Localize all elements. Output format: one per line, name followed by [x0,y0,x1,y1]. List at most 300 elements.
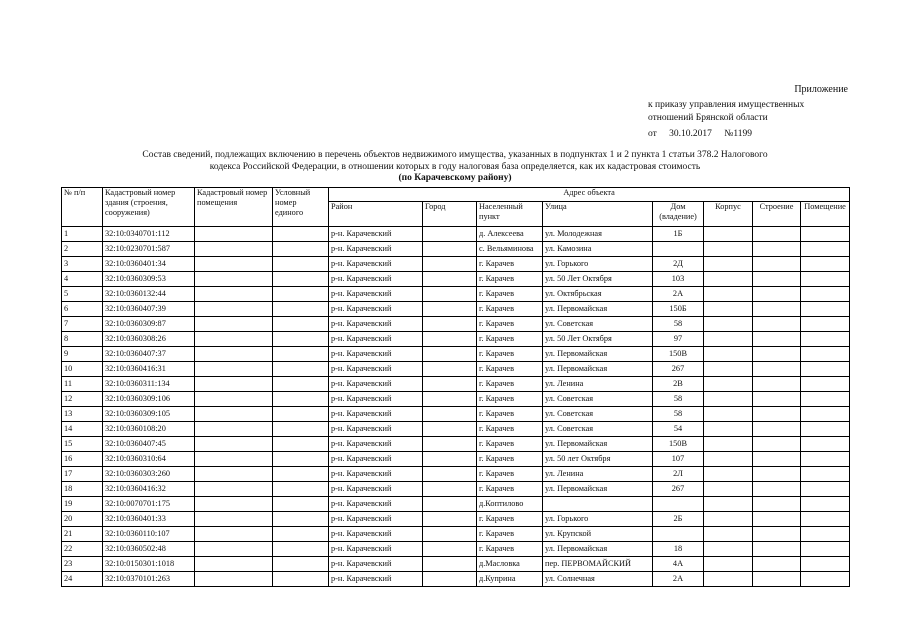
cell-district: р-н. Карачевский [329,272,423,287]
order-date-line [648,128,804,141]
cell-cadastral-number: 32:10:0340701:112 [103,227,195,242]
cell-house [653,242,704,257]
cell-house: 54 [653,422,704,437]
cell-cadastral-number: 32:10:0360308:26 [103,332,195,347]
cell-street: ул. Советская [543,407,653,422]
cell-conditional-number [273,482,329,497]
cell-room [801,437,850,452]
cell-cadastral-room [195,242,273,257]
cell-block [704,362,753,377]
cell-room [801,317,850,332]
cell-locality: г. Карачев [477,512,543,527]
cell-cadastral-number: 32:10:0360310:64 [103,452,195,467]
cell-city [423,467,477,482]
cell-conditional-number [273,572,329,587]
cell-locality: д.Куприна [477,572,543,587]
cell-conditional-number [273,557,329,572]
cell-city [423,227,477,242]
cell-conditional-number [273,452,329,467]
col-header-block: Корпус [704,202,753,227]
cell-cadastral-number: 32:10:0360309:106 [103,392,195,407]
cell-cadastral-number: 32:10:0360407:45 [103,437,195,452]
cell-street: ул. Горького [543,512,653,527]
cell-building [753,257,801,272]
table-row [62,392,850,407]
cell-row-number: 7 [62,317,103,332]
cell-conditional-number [273,497,329,512]
cell-district: р-н. Карачевский [329,302,423,317]
cell-room [801,452,850,467]
cell-house: 18 [653,542,704,557]
cell-room [801,467,850,482]
cell-conditional-number [273,257,329,272]
cell-house: 107 [653,452,704,467]
cell-room [801,572,850,587]
cell-house: 2Б [653,512,704,527]
document-intro [60,150,850,185]
cell-house [653,497,704,512]
cell-district: р-н. Карачевский [329,332,423,347]
cell-cadastral-room [195,332,273,347]
cell-district: р-н. Карачевский [329,362,423,377]
cell-block [704,557,753,572]
cell-building [753,377,801,392]
cell-row-number: 17 [62,467,103,482]
cell-conditional-number [273,377,329,392]
cell-room [801,377,850,392]
cell-cadastral-number: 32:10:0360309:87 [103,317,195,332]
cell-street: ул. Ленина [543,377,653,392]
cell-conditional-number [273,272,329,287]
cell-district: р-н. Карачевский [329,467,423,482]
cell-district: р-н. Карачевский [329,497,423,512]
cell-block [704,302,753,317]
cell-street: ул. Первомайская [543,437,653,452]
cell-locality: г. Карачев [477,467,543,482]
cell-block [704,527,753,542]
col-header-house: Дом (владение) [653,202,704,227]
cell-row-number: 3 [62,257,103,272]
cell-street: ул. Молодежная [543,227,653,242]
cell-row-number: 21 [62,527,103,542]
cell-cadastral-room [195,422,273,437]
cell-room [801,272,850,287]
cell-cadastral-room [195,257,273,272]
cell-conditional-number [273,392,329,407]
cell-street: ул. Советская [543,317,653,332]
cell-house: 103 [653,272,704,287]
col-header-conditional: Условный номер единого [273,188,329,227]
cell-cadastral-room [195,497,273,512]
cell-cadastral-number: 32:10:0360311:134 [103,377,195,392]
intro-line-1: Состав сведений, подлежащих включению в перечень объектов недвижимого имущества, указанных в подпунктах 1 и 2 пункта 1 статьи 378.2 Налогового [142,150,768,160]
cell-house: 267 [653,362,704,377]
cell-cadastral-room [195,512,273,527]
cell-row-number: 10 [62,362,103,377]
cell-room [801,362,850,377]
cell-city [423,512,477,527]
cell-city [423,257,477,272]
cell-district: р-н. Карачевский [329,557,423,572]
cell-conditional-number [273,542,329,557]
cell-conditional-number [273,302,329,317]
cell-building [753,392,801,407]
col-header-city: Город [423,202,477,227]
cell-city [423,542,477,557]
cell-locality: г. Карачев [477,272,543,287]
table-row [62,512,850,527]
cell-row-number: 5 [62,287,103,302]
cell-district: р-н. Карачевский [329,377,423,392]
cell-room [801,527,850,542]
order-line-1: к приказу управления имущественных [648,100,805,110]
cell-cadastral-number: 32:10:0360309:53 [103,272,195,287]
order-date: 30.10.2017 [669,129,712,139]
cell-street: ул. Первомайская [543,347,653,362]
table-row [62,377,850,392]
cell-conditional-number [273,512,329,527]
cell-building [753,332,801,347]
cell-locality: с. Вельяминова [477,242,543,257]
col-header-locality: Населенный пункт [477,202,543,227]
table-row [62,572,850,587]
cell-building [753,272,801,287]
cell-locality: д.Коптилово [477,497,543,512]
cell-city [423,287,477,302]
cell-city [423,557,477,572]
cell-cadastral-room [195,407,273,422]
cell-house: 58 [653,407,704,422]
cell-house: 150В [653,347,704,362]
cell-district: р-н. Карачевский [329,482,423,497]
cell-house: 2А [653,287,704,302]
cell-conditional-number [273,527,329,542]
cell-city [423,437,477,452]
cell-conditional-number [273,362,329,377]
cell-row-number: 20 [62,512,103,527]
cell-locality: г. Карачев [477,392,543,407]
cell-room [801,302,850,317]
table-row [62,422,850,437]
cell-locality: г. Карачев [477,542,543,557]
col-header-district: Район [329,202,423,227]
cell-district: р-н. Карачевский [329,287,423,302]
date-prefix: от [648,129,657,139]
cell-cadastral-room [195,347,273,362]
cell-row-number: 9 [62,347,103,362]
cell-block [704,317,753,332]
cell-conditional-number [273,347,329,362]
table-row [62,272,850,287]
cell-district: р-н. Карачевский [329,527,423,542]
cell-city [423,302,477,317]
cell-room [801,227,850,242]
cell-city [423,482,477,497]
cell-row-number: 4 [62,272,103,287]
cell-conditional-number [273,467,329,482]
cell-cadastral-room [195,527,273,542]
cell-street: ул. Первомайская [543,542,653,557]
cell-house: 267 [653,482,704,497]
cell-cadastral-room [195,227,273,242]
cell-block [704,272,753,287]
table-row [62,467,850,482]
cell-cadastral-number: 32:10:0360108:20 [103,422,195,437]
cell-city [423,452,477,467]
cell-row-number: 6 [62,302,103,317]
cell-building [753,242,801,257]
cell-cadastral-room [195,467,273,482]
cell-locality: г. Карачев [477,407,543,422]
cell-locality: г. Карачев [477,287,543,302]
cell-cadastral-number: 32:10:0360309:105 [103,407,195,422]
cell-cadastral-number: 32:10:0360416:31 [103,362,195,377]
cell-locality: г. Карачев [477,257,543,272]
cell-conditional-number [273,437,329,452]
table-row [62,242,850,257]
table-row [62,302,850,317]
cell-building [753,467,801,482]
table-row [62,527,850,542]
cell-district: р-н. Карачевский [329,452,423,467]
cell-conditional-number [273,332,329,347]
cell-district: р-н. Карачевский [329,437,423,452]
cell-cadastral-room [195,542,273,557]
cell-building [753,452,801,467]
cell-block [704,497,753,512]
cell-city [423,527,477,542]
cell-building [753,497,801,512]
cell-city [423,362,477,377]
cell-conditional-number [273,227,329,242]
cell-cadastral-number: 32:10:0360407:39 [103,302,195,317]
cell-house: 2Д [653,257,704,272]
cell-row-number: 16 [62,452,103,467]
order-reference [648,99,804,141]
cell-house: 58 [653,392,704,407]
cell-row-number: 23 [62,557,103,572]
cell-conditional-number [273,407,329,422]
cell-street: пер. ПЕРВОМАЙСКИЙ [543,557,653,572]
property-table [61,187,850,587]
table-row [62,407,850,422]
cell-block [704,512,753,527]
cell-building [753,317,801,332]
cell-conditional-number [273,317,329,332]
order-number: №1199 [724,129,752,139]
cell-house: 1Б [653,227,704,242]
cell-cadastral-room [195,302,273,317]
cell-street: ул. 50 лет Октября [543,452,653,467]
cell-block [704,242,753,257]
cell-street: ул. Первомайская [543,482,653,497]
table-row [62,287,850,302]
cell-block [704,377,753,392]
cell-row-number: 14 [62,422,103,437]
cell-room [801,332,850,347]
table-row [62,452,850,467]
cell-district: р-н. Карачевский [329,407,423,422]
cell-building [753,302,801,317]
cell-cadastral-number: 32:10:0360303:260 [103,467,195,482]
cell-locality: д.Масловка [477,557,543,572]
cell-block [704,422,753,437]
cell-room [801,257,850,272]
cell-row-number: 11 [62,377,103,392]
col-header-address: Адрес объекта [329,188,850,202]
cell-row-number: 12 [62,392,103,407]
cell-row-number: 13 [62,407,103,422]
cell-building [753,557,801,572]
cell-cadastral-room [195,392,273,407]
cell-city [423,572,477,587]
cell-house: 58 [653,317,704,332]
cell-house: 150Б [653,302,704,317]
table-row [62,317,850,332]
cell-building [753,437,801,452]
cell-building [753,362,801,377]
cell-locality: г. Карачев [477,302,543,317]
cell-room [801,407,850,422]
cell-street [543,497,653,512]
cell-house [653,527,704,542]
table-row [62,482,850,497]
cell-conditional-number [273,242,329,257]
cell-cadastral-number: 32:10:0360110:107 [103,527,195,542]
col-header-building: Строение [753,202,801,227]
cell-room [801,557,850,572]
cell-block [704,332,753,347]
col-header-street: Улица [543,202,653,227]
cell-street: ул. 50 Лет Октября [543,332,653,347]
cell-cadastral-room [195,452,273,467]
cell-locality: г. Карачев [477,527,543,542]
cell-cadastral-room [195,317,273,332]
cell-city [423,272,477,287]
cell-locality: д. Алексеева [477,227,543,242]
cell-house: 4А [653,557,704,572]
cell-city [423,317,477,332]
cell-district: р-н. Карачевский [329,392,423,407]
cell-room [801,482,850,497]
cell-city [423,422,477,437]
cell-locality: г. Карачев [477,452,543,467]
cell-district: р-н. Карачевский [329,347,423,362]
cell-room [801,347,850,362]
cell-room [801,392,850,407]
cell-block [704,482,753,497]
cell-row-number: 2 [62,242,103,257]
cell-building [753,482,801,497]
cell-room [801,287,850,302]
cell-locality: г. Карачев [477,347,543,362]
cell-street: ул. Советская [543,392,653,407]
cell-street: ул. Камозина [543,242,653,257]
cell-street: ул. Советская [543,422,653,437]
cell-block [704,347,753,362]
cell-row-number: 1 [62,227,103,242]
cell-cadastral-room [195,482,273,497]
cell-cadastral-number: 32:10:0230701:587 [103,242,195,257]
cell-cadastral-number: 32:10:0360401:34 [103,257,195,272]
table-row [62,557,850,572]
cell-cadastral-room [195,572,273,587]
cell-cadastral-room [195,272,273,287]
cell-locality: г. Карачев [477,377,543,392]
cell-block [704,287,753,302]
cell-conditional-number [273,287,329,302]
cell-district: р-н. Карачевский [329,572,423,587]
cell-street: ул. Первомайская [543,302,653,317]
cell-house: 2А [653,572,704,587]
cell-cadastral-number: 32:10:0360401:33 [103,512,195,527]
cell-row-number: 18 [62,482,103,497]
cell-street: ул. Октябрьская [543,287,653,302]
table-row [62,497,850,512]
table-body [62,227,850,587]
cell-locality: г. Карачев [477,437,543,452]
cell-street: ул. 50 Лет Октября [543,272,653,287]
cell-street: ул. Крупской [543,527,653,542]
cell-cadastral-room [195,377,273,392]
cell-row-number: 8 [62,332,103,347]
intro-district: (по Карачевскому району) [398,173,512,183]
cell-district: р-н. Карачевский [329,422,423,437]
table-row [62,362,850,377]
cell-district: р-н. Карачевский [329,242,423,257]
cell-block [704,392,753,407]
order-line-2: отношений Брянской области [648,112,768,123]
cell-row-number: 15 [62,437,103,452]
col-header-cadastral-room: Кадастровый номер помещения [195,188,273,227]
cell-city [423,407,477,422]
table-row [62,227,850,242]
cell-district: р-н. Карачевский [329,257,423,272]
cell-block [704,542,753,557]
cell-cadastral-number: 32:10:0150301:1018 [103,557,195,572]
cell-city [423,347,477,362]
cell-district: р-н. Карачевский [329,542,423,557]
cell-locality: г. Карачев [477,362,543,377]
cell-block [704,437,753,452]
cell-cadastral-number: 32:10:0370101:263 [103,572,195,587]
cell-locality: г. Карачев [477,422,543,437]
table-row [62,542,850,557]
cell-locality: г. Карачев [477,332,543,347]
cell-room [801,542,850,557]
cell-row-number: 19 [62,497,103,512]
cell-building [753,287,801,302]
table-row [62,332,850,347]
cell-cadastral-room [195,437,273,452]
table-row [62,257,850,272]
cell-cadastral-room [195,557,273,572]
cell-block [704,572,753,587]
table-row [62,347,850,362]
col-header-num: № п/п [62,188,103,227]
table-row [62,437,850,452]
cell-row-number: 22 [62,542,103,557]
cell-building [753,347,801,362]
cell-house: 2Л [653,467,704,482]
cell-cadastral-number: 32:10:0360502:48 [103,542,195,557]
cell-room [801,422,850,437]
cell-cadastral-number: 32:10:0360407:37 [103,347,195,362]
cell-block [704,467,753,482]
cell-city [423,242,477,257]
cell-building [753,542,801,557]
cell-conditional-number [273,422,329,437]
